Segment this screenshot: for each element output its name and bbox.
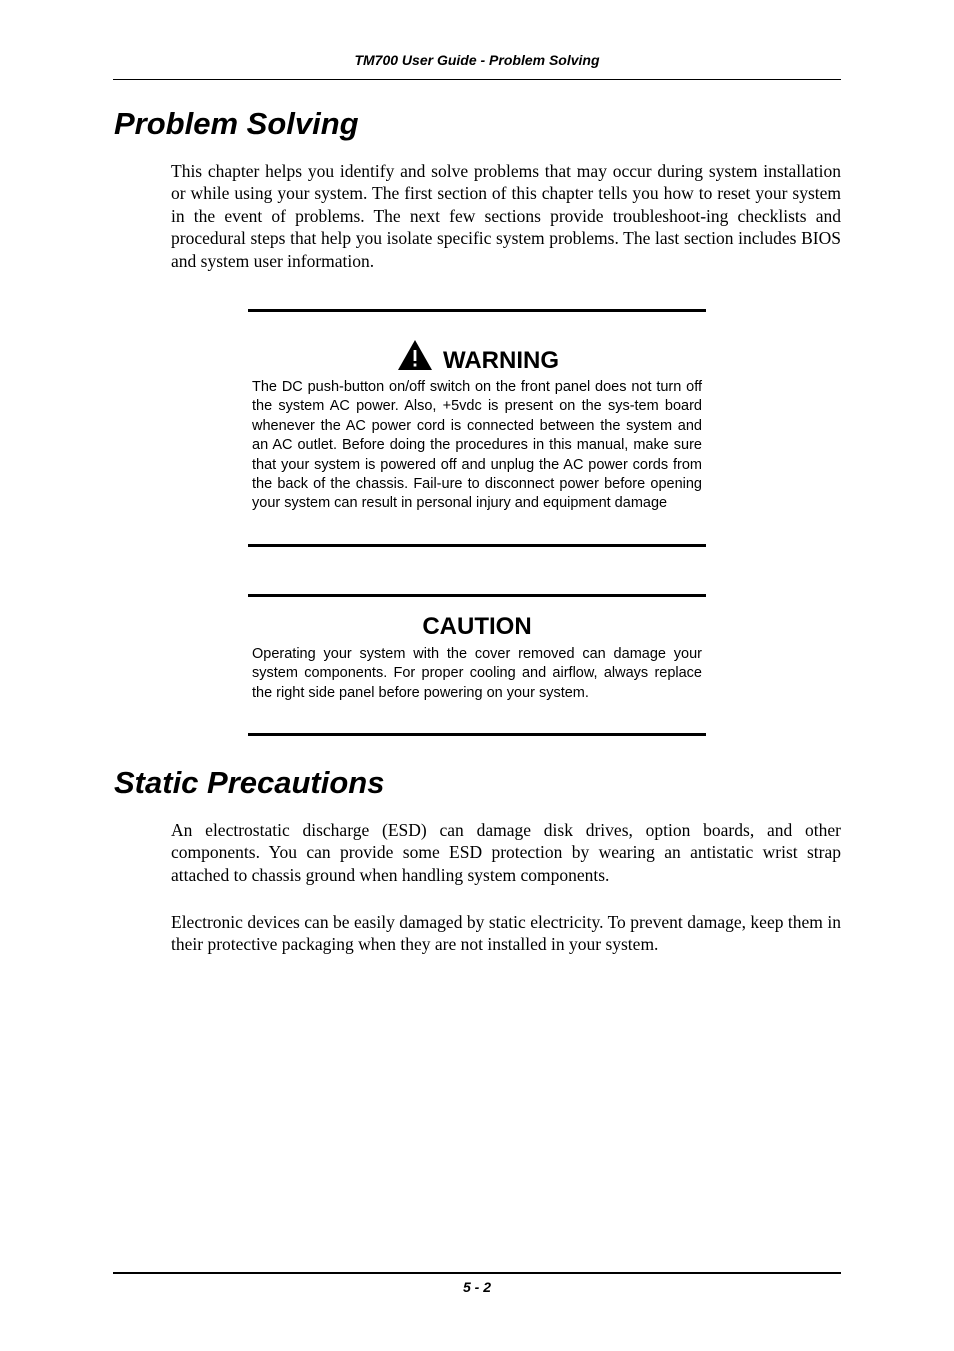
- header-divider: [113, 79, 841, 80]
- esd-paragraph: An electrostatic discharge (ESD) can damage disk drives, option boards, and other components. You can provide some ESD protection by wearing an antistatic wrist strap attached to chassis ground when handling system components.: [171, 820, 841, 885]
- caution-title: CAUTION: [422, 613, 532, 640]
- page-number: 5 - 2: [462, 1279, 491, 1295]
- problem-solving-heading: Problem Solving: [114, 106, 359, 141]
- caution-bottom-rule: [248, 733, 706, 736]
- intro-paragraph: This chapter helps you identify and solve problems that may occur during system installation or while using your system. The first section of this chapter tells you how to reset your system in the event of problems. The next few sections provide troubleshoot-ing checklists and procedural steps that help you isolate specific system problems. The last section includes BIOS and system user information.: [171, 161, 841, 271]
- warning-top-rule: [248, 309, 706, 312]
- warning-title: WARNING: [443, 347, 559, 374]
- warning-triangle-icon: [397, 339, 433, 371]
- footer-divider: [113, 1272, 841, 1274]
- warning-bottom-rule: [248, 544, 706, 547]
- caution-body: Operating your system with the cover removed can damage your system components. For proper cooling and airflow, always replace the right side panel before powering on your system.: [252, 646, 702, 701]
- static-precautions-heading: Static Precautions: [114, 765, 385, 800]
- running-header: TM700 User Guide - Problem Solving: [354, 52, 600, 68]
- static-electricity-paragraph: Electronic devices can be easily damaged by static electricity. To prevent damage, keep them in their protective packaging when they are not installed in your system.: [171, 912, 841, 955]
- caution-top-rule: [248, 594, 706, 597]
- warning-body: The DC push-button on/off switch on the front panel does not turn off the system AC power. Also, +5vdc is present on the sys-tem board whenever the AC power cord is connected between the system and an AC outlet. Before doing the procedures in this manual, make sure that your system is powered off and unplug the AC power cords from the back of the chassis. Fail-ure to disconnect power before opening your system can result in personal injury and equipment damage: [252, 379, 702, 512]
